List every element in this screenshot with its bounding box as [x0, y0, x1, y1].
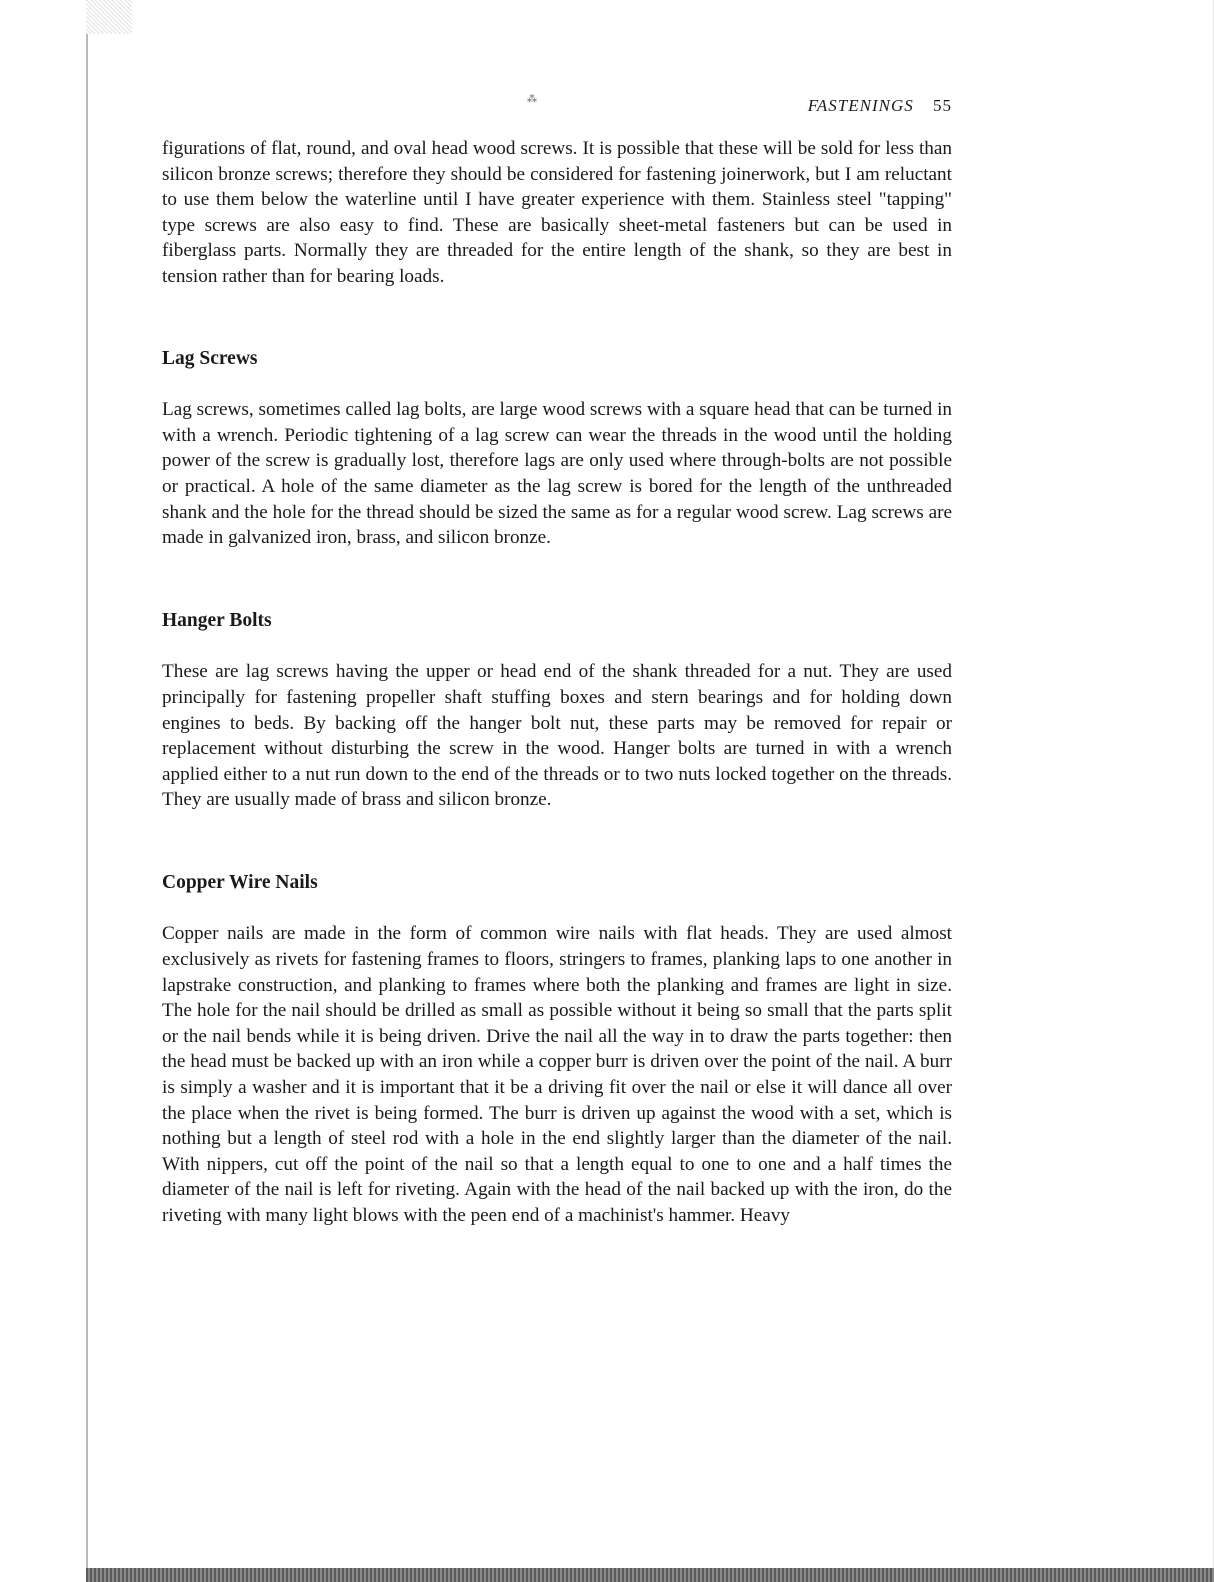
running-header — [162, 96, 952, 116]
section-text-hanger-bolts: These are lag screws having the upper or head end of the shank threaded for a nut. They are used principally for fastening propeller shaft stuffing boxes and stern bearings and for holding down engines to beds. By backing off the hanger bolt nut, these parts may be removed for repair or replacement without disturbing the screw in the wood. Hanger bolts are turned in with a wrench applied either to a nut run down to the end of the threads or to two nuts locked together on the threads. They are usually made of brass and silicon bronze. — [162, 661, 952, 811]
section-heading-lag-screws: Lag Screws — [162, 347, 258, 369]
scan-bottom-edge — [86, 1568, 1214, 1582]
scan-corner-noise — [86, 0, 132, 34]
page-number: 55 — [933, 96, 952, 115]
section-heading-copper-wire-nails: Copper Wire Nails — [162, 871, 318, 893]
section-text-lag-screws: Lag screws, sometimes called lag bolts, are large wood screws with a square head that can be turned in with a wrench. Periodic tightening of a lag screw can wear the threads in the wood until the holding power of the screw is gradually lost, therefore lags are only used where through-bolts are not possible or practical. A hole of the same diameter as the lag screw is bored for the length of the unthreaded shank and the hole for the thread should be sized the same as for a regular wood screw. Lag screws are made in galvanized iron, brass, and silicon bronze. — [162, 399, 952, 549]
section-heading-hanger-bolts: Hanger Bolts — [162, 609, 272, 631]
scan-left-edge — [86, 0, 88, 1582]
running-title: FASTENINGS — [807, 96, 914, 115]
section-text-copper-wire-nails: Copper nails are made in the form of common wire nails with flat heads. They are used almost exclusively as rivets for fastening frames to floors, stringers to frames, planking laps to one another in lapstrake construction, and planking to frames where both the planking and frames are light in size. The hole for the nail should be drilled as small as possible without it being so small that the parts split or the nail bends while it is being driven. Drive the nail all the way in to draw the parts together: then the head must be backed up with an iron while a copper burr is driven over the point of the nail. A burr is simply a washer and it is important that it be a driving fit over the nail or else it will dance all over the place when the rivet is being formed. The burr is driven up against the wood with a set, which is nothing but a length of steel rod with a hole in the end slightly larger than the diameter of the nail. With nippers, cut off the point of the nail so that a length equal to one to one and a half times the diameter of the nail is left for riveting. Again with the head of the nail backed up with the iron, do the riveting with many light blows with the peen end of a machinist's hammer. Heavy — [162, 923, 952, 1226]
continued-paragraph: figurations of flat, round, and oval head wood screws. It is possible that these will be sold for less than silicon bronze screws; therefore they should be considered for fastening joinerwork, but I am reluctant to use them below the waterline until I have greater experience with them. Stainless steel "tapping" type screws are also easy to find. These are basically sheet-metal fasteners but can be used in fiberglass parts. Normally they are threaded for the entire length of the shank, so they are best in tension rather than for bearing loads. — [162, 138, 952, 287]
scan-speck: ⁂ — [527, 94, 537, 105]
page-body — [162, 136, 952, 1229]
